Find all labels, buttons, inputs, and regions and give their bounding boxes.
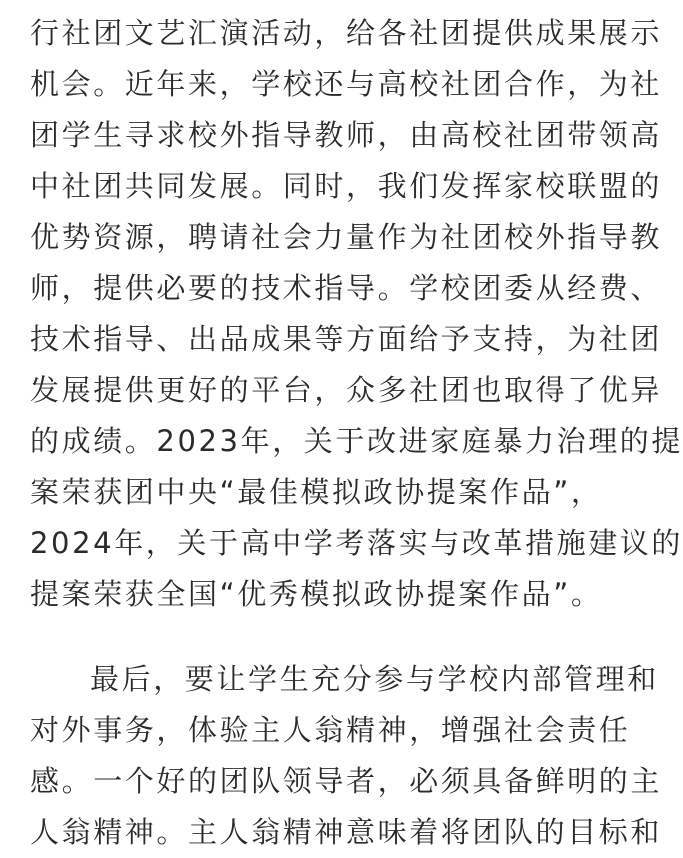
text-line: 技术指导、出品成果等方面给予支持，为社团 bbox=[30, 322, 663, 356]
paragraph bbox=[30, 654, 663, 858]
text-line: 最后，要让学生充分参与学校内部管理和 bbox=[90, 662, 659, 696]
text-line: 团学生寻求校外指导教师，由高校社团带领高 bbox=[30, 118, 663, 152]
text-line: 案荣获团中央“最佳模拟政协提案作品”， bbox=[30, 475, 603, 509]
text-line: 师，提供必要的技术指导。学校团委从经费、 bbox=[30, 271, 663, 305]
text-line: 中社团共同发展。同时，我们发挥家校联盟的 bbox=[30, 169, 663, 203]
text-line: 发展提供更好的平台，众多社团也取得了优异 bbox=[30, 373, 663, 407]
text-line: 行社团文艺汇演活动，给各社团提供成果展示 bbox=[30, 16, 663, 50]
text-line: 的成绩。2023年，关于改进家庭暴力治理的提 bbox=[30, 424, 683, 458]
text-line: 2024年，关于高中学考落实与改革措施建议的 bbox=[30, 526, 683, 560]
text-line: 提案荣获全国“优秀模拟政协提案作品”。 bbox=[30, 577, 603, 611]
text-line: 感。一个好的团队领导者，必须具备鲜明的主 bbox=[30, 764, 663, 798]
text-line: 优势资源，聘请社会力量作为社团校外指导教 bbox=[30, 220, 663, 254]
paragraph bbox=[30, 8, 683, 620]
text-line: 机会。近年来，学校还与高校社团合作，为社 bbox=[30, 67, 663, 101]
text-line: 人翁精神。主人翁精神意味着将团队的目标和 bbox=[30, 815, 663, 849]
text-line: 对外事务，体验主人翁精神，增强社会责任 bbox=[30, 713, 631, 747]
article-body bbox=[30, 0, 683, 858]
